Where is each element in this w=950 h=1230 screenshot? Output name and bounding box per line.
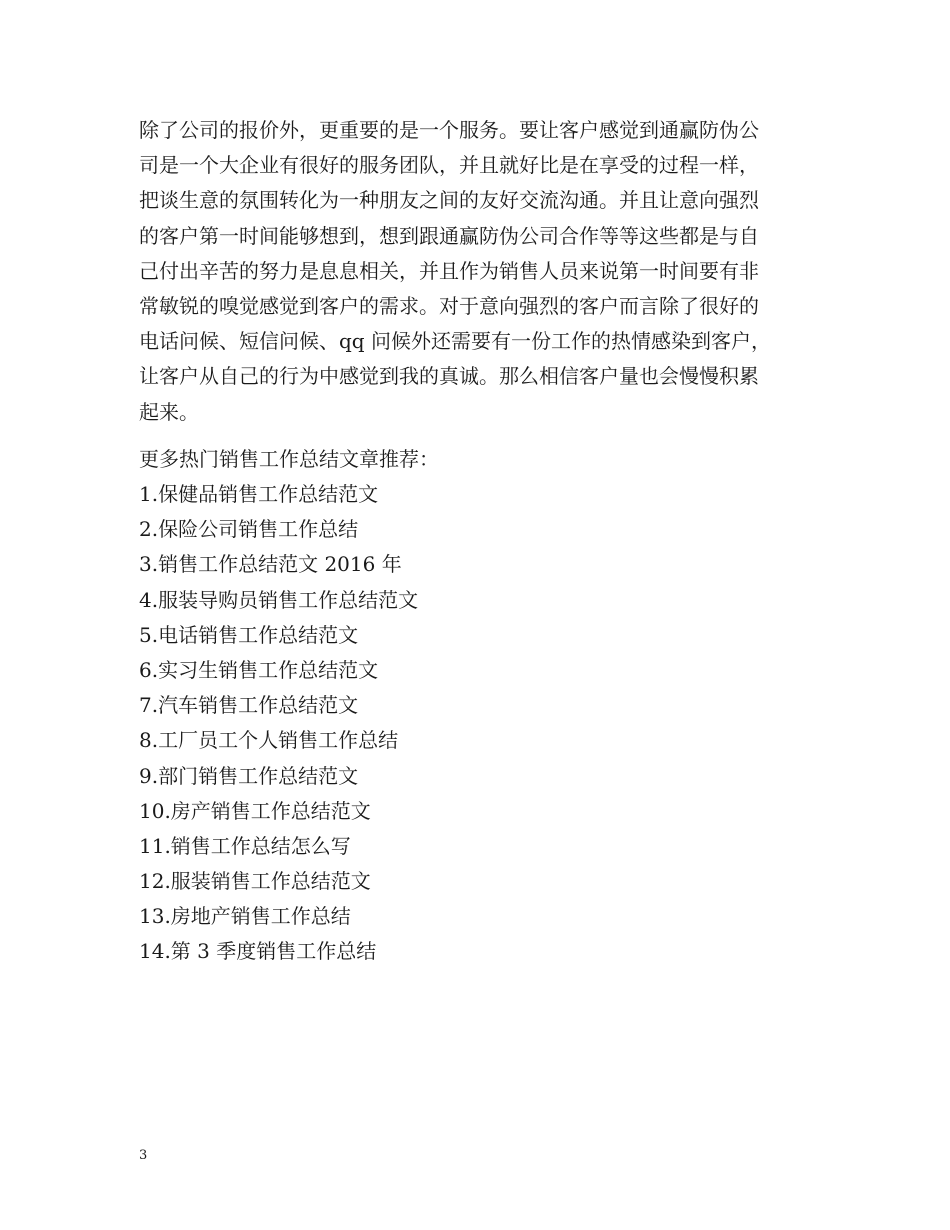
paragraph-line: 的客户第一时间能够想到，想到跟通赢防伪公司合作等等这些都是与自 [139, 223, 759, 248]
paragraph-line: 除了公司的报价外，更重要的是一个服务。要让客户感觉到通赢防伪公 [139, 118, 759, 142]
list-item[interactable]: 8.工厂员工个人销售工作总结 [139, 728, 399, 753]
paragraph-line: 司是一个大企业有很好的服务团队，并且就好比是在享受的过程一样， [139, 153, 759, 178]
list-item[interactable]: 10.房产销售工作总结范文 [139, 798, 371, 823]
list-item[interactable]: 13.房地产销售工作总结 [139, 904, 351, 929]
list-item[interactable]: 11.销售工作总结怎么写 [139, 833, 351, 858]
recommended-articles-list [139, 477, 418, 970]
recommend-heading: 更多热门销售工作总结文章推荐： [139, 447, 439, 471]
list-item[interactable]: 4.服装导购员销售工作总结范文 [139, 587, 419, 612]
paragraph-line: 让客户从自己的行为中感觉到我的真诚。那么相信客户量也会慢慢积累 [139, 364, 759, 389]
list-item[interactable]: 9.部门销售工作总结范文 [139, 763, 359, 788]
body-paragraph [139, 113, 819, 430]
list-item[interactable]: 3.销售工作总结范文 2016 年 [139, 552, 402, 577]
page-number: 3 [139, 1148, 148, 1163]
list-item[interactable]: 1.保健品销售工作总结范文 [139, 482, 379, 506]
list-item[interactable]: 14.第 3 季度销售工作总结 [139, 939, 377, 964]
paragraph-line: 起来。 [139, 399, 199, 424]
list-item[interactable]: 2.保险公司销售工作总结 [139, 517, 359, 542]
list-item[interactable]: 5.电话销售工作总结范文 [139, 622, 359, 647]
list-item[interactable]: 7.汽车销售工作总结范文 [139, 693, 359, 718]
list-item[interactable]: 6.实习生销售工作总结范文 [139, 657, 379, 682]
paragraph-line: 常敏锐的嗅觉感觉到客户的需求。对于意向强烈的客户而言除了很好的 [139, 294, 759, 319]
list-item[interactable]: 12.服装销售工作总结范文 [139, 869, 371, 894]
paragraph-line: 己付出辛苦的努力是息息相关，并且作为销售人员来说第一时间要有非 [139, 258, 759, 283]
paragraph-line: 电话问候、短信问候、qq 问候外还需要有一份工作的热情感染到客户， [139, 329, 771, 354]
paragraph-line: 把谈生意的氛围转化为一种朋友之间的友好交流沟通。并且让意向强烈 [139, 188, 759, 213]
